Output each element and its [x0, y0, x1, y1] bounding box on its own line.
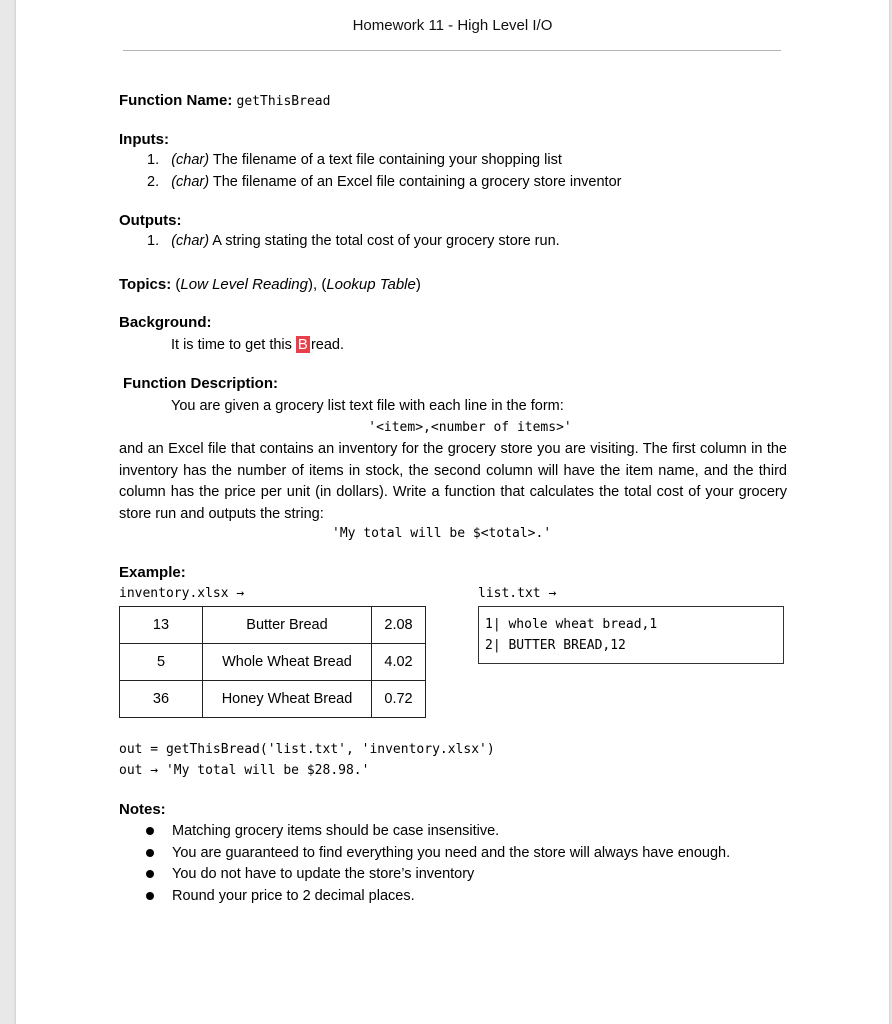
notes-heading: Notes: — [119, 801, 166, 818]
example-call-line: out = getThisBread('list.txt', 'inventory.xlsx') — [119, 742, 495, 757]
topics-label: Topics: — [119, 276, 172, 293]
list-line-1: 1| whole wheat bread,1 — [485, 617, 658, 632]
item-name-cell: Honey Wheat Bread — [203, 681, 372, 718]
stock-cell: 5 — [120, 644, 203, 681]
note-item-3 — [146, 866, 474, 882]
description-intro: You are given a grocery list text file with each line in the form: — [171, 398, 564, 414]
price-cell: 0.72 — [372, 681, 426, 718]
item-text: The filename of an Excel file containing a grocery store inventor — [212, 174, 622, 190]
note-text: Round your price to 2 decimal places. — [172, 888, 415, 904]
input-item-1 — [147, 152, 562, 168]
item-text: A string stating the total cost of your grocery store run. — [212, 233, 560, 249]
background-text — [171, 336, 344, 353]
inventory-table — [119, 606, 426, 718]
list-number: 1. — [147, 152, 160, 168]
background-text-before: It is time to get this — [171, 337, 296, 353]
table-row — [120, 644, 426, 681]
list-file-box — [478, 606, 784, 664]
note-item-1 — [146, 823, 499, 839]
description-paragraph: and an Excel file that contains an inventory for the grocery store you are visiting. The first column in the inventory has the number of items in stock, the second column will have the item name, and the third column has the price per unit (in dollars). Write a function that calculates the total cost of your grocery store run and outputs the string: — [119, 441, 787, 522]
note-text: Matching grocery items should be case insensitive. — [172, 823, 500, 839]
list-number: 2. — [147, 174, 160, 190]
list-number: 1. — [147, 233, 160, 249]
item-name-cell: Whole Wheat Bread — [203, 644, 372, 681]
bullet-icon — [146, 849, 154, 857]
function-name-value: getThisBread — [236, 94, 331, 109]
bullet-icon — [146, 870, 154, 878]
topic-2: Lookup Table — [326, 276, 416, 293]
description-output-format: 'My total will be $<total>.' — [332, 526, 552, 541]
price-cell: 4.02 — [372, 644, 426, 681]
function-name-line — [119, 92, 330, 109]
background-heading: Background: — [119, 314, 212, 331]
note-item-2 — [146, 845, 730, 861]
function-name-label: Function Name: — [119, 92, 233, 109]
table-row — [120, 607, 426, 644]
bullet-icon — [146, 827, 154, 835]
document-page — [16, 0, 889, 1024]
outputs-heading: Outputs: — [119, 212, 182, 229]
inputs-heading: Inputs: — [119, 131, 169, 148]
note-text: You do not have to update the store’s inventory — [172, 866, 475, 882]
header-divider — [123, 50, 781, 51]
price-cell: 2.08 — [372, 607, 426, 644]
item-text: The filename of a text file containing your shopping list — [212, 152, 562, 168]
page-header-title: Homework 11 - High Level I/O — [352, 17, 553, 34]
list-caption: list.txt → — [478, 586, 557, 601]
output-item-1 — [147, 233, 560, 249]
stock-cell: 36 — [120, 681, 203, 718]
description-format-line — [16, 420, 889, 435]
note-item-4 — [146, 888, 415, 904]
background-text-after: read. — [310, 337, 344, 353]
inventory-table-wrap — [119, 606, 426, 718]
note-text: You are guaranteed to find everything you need and the store will always have enough. — [172, 845, 731, 861]
stock-cell: 13 — [120, 607, 203, 644]
list-line-2: 2| BUTTER BREAD,12 — [485, 638, 626, 653]
topic-1: Low Level Reading — [180, 276, 308, 293]
example-result-line: out → 'My total will be $28.98.' — [119, 763, 370, 778]
format-line-text: '<item>,<number of items>' — [368, 420, 572, 435]
item-name-cell: Butter Bread — [203, 607, 372, 644]
type-tag: (char) — [171, 152, 210, 168]
description-heading: Function Description: — [123, 375, 278, 392]
table-row — [120, 681, 426, 718]
bullet-icon — [146, 892, 154, 900]
inventory-caption: inventory.xlsx → — [119, 586, 245, 601]
type-tag: (char) — [171, 174, 210, 190]
example-heading: Example: — [119, 564, 186, 581]
topics-line: Topics: (Low Level Reading), (Lookup Table) — [119, 276, 421, 293]
input-item-2 — [147, 174, 621, 190]
type-tag: (char) — [171, 233, 210, 249]
bread-b-emoji-icon: B — [297, 336, 308, 353]
